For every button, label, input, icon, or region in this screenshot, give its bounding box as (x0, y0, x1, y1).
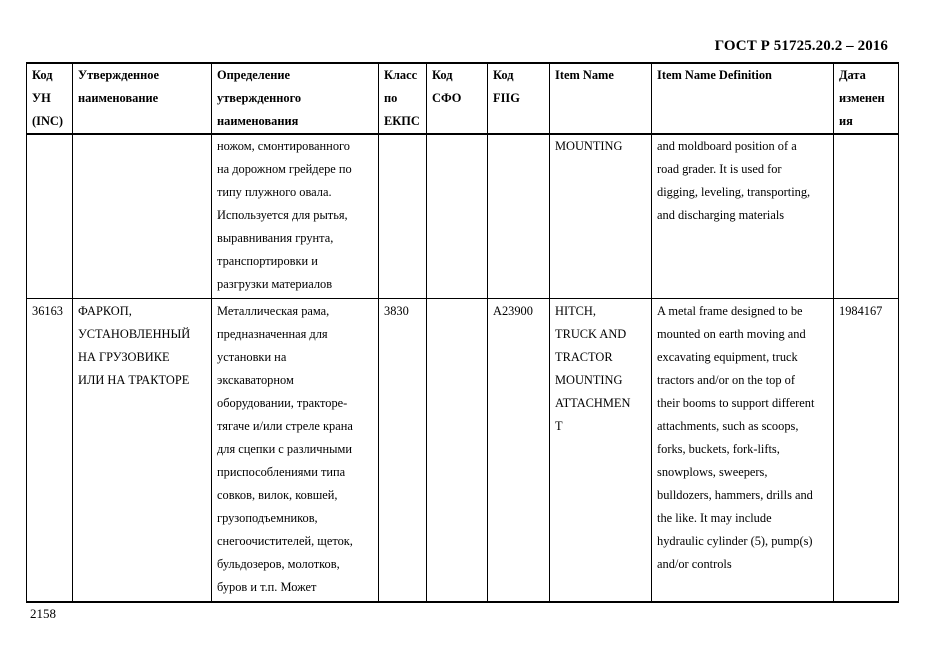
header-line: Код (32, 68, 53, 82)
cell-line: and discharging materials (657, 208, 785, 222)
cell-fiig-code (488, 299, 550, 603)
column-header-fiig-code (488, 63, 550, 134)
cell-definition (212, 299, 379, 603)
header-line: Дата (839, 68, 866, 82)
table-row (27, 299, 899, 603)
cell-definition (212, 134, 379, 299)
page-number: 2158 (30, 606, 56, 621)
header-line: ЕКПС (384, 114, 420, 128)
cell-line: hydraulic cylinder (5), pump(s) (657, 534, 813, 548)
cell-line: ФАРКОП, (78, 304, 132, 318)
cell-line: MOUNTING (555, 373, 623, 387)
cell-line: совков, вилок, ковшей, (217, 488, 338, 502)
cell-change-date (834, 134, 899, 299)
cell-item-name-definition (652, 134, 834, 299)
cell-line: Используется для рытья, (217, 208, 348, 222)
cell-line: digging, leveling, transporting, (657, 185, 811, 199)
header-line: Item Name (555, 68, 614, 82)
cell-line: ножом, смонтированного (217, 139, 350, 153)
cell-ekps-class (379, 134, 427, 299)
header-line: FIIG (493, 91, 520, 105)
cell-line: транспортировки и (217, 254, 318, 268)
header-line: Класс (384, 68, 418, 82)
header-row (27, 63, 899, 134)
cell-line: на дорожном грейдере по (217, 162, 352, 176)
cell-line: буров и т.п. Может (217, 580, 317, 594)
cell-line: выравнивания грунта, (217, 231, 334, 245)
header-line: СФО (432, 91, 462, 105)
header-line: наименования (217, 114, 299, 128)
cell-line: для сцепки с различными (217, 442, 352, 456)
cell-line: УСТАНОВЛЕННЫЙ (78, 327, 191, 341)
header-line: Код (432, 68, 453, 82)
cell-inc-code (27, 134, 73, 299)
cell-approved-name (73, 299, 212, 603)
cell-line: установки на (217, 350, 287, 364)
cell-change-date (834, 299, 899, 603)
column-header-definition (212, 63, 379, 134)
cell-line: HITCH, (555, 304, 596, 318)
header-line: Код (493, 68, 514, 82)
header-line: наименование (78, 91, 159, 105)
cell-line: приспособлениями типа (217, 465, 346, 479)
cell-line: ИЛИ НА ТРАКТОРЕ (78, 373, 190, 387)
cell-line: their booms to support different (657, 396, 815, 410)
header-line: утвержденного (217, 91, 302, 105)
cell-line: предназначенная для (217, 327, 328, 341)
cell-line: снегоочистителей, щеток, (217, 534, 353, 548)
cell-line: A23900 (493, 304, 533, 318)
column-header-sfo-code (427, 63, 488, 134)
header-line: по (384, 91, 398, 105)
column-header-approved-name (73, 63, 212, 134)
document-id: ГОСТ Р 51725.20.2 – 2016 (714, 38, 888, 54)
cell-line: типу плужного овала. (217, 185, 332, 199)
cell-sfo-code (427, 134, 488, 299)
cell-line: 3830 (384, 304, 409, 318)
cell-line: 1984167 (839, 304, 883, 318)
cell-line: bulldozers, hammers, drills and (657, 488, 813, 502)
column-header-ekps-class (379, 63, 427, 134)
cell-line: TRACTOR (555, 350, 613, 364)
cell-line: грузоподъемников, (217, 511, 318, 525)
header-line: УН (32, 91, 51, 105)
cell-line: excavating equipment, truck (657, 350, 798, 364)
cell-line: road grader. It is used for (657, 162, 782, 176)
column-header-change-date (834, 63, 899, 134)
cell-line: 36163 (32, 304, 63, 318)
cell-line: snowplows, sweepers, (657, 465, 768, 479)
cell-line: forks, buckets, fork-lifts, (657, 442, 780, 456)
cell-line: оборудовании, тракторе- (217, 396, 348, 410)
catalog-table (26, 62, 899, 603)
cell-inc-code (27, 299, 73, 603)
cell-item-name (550, 299, 652, 603)
cell-item-name (550, 134, 652, 299)
cell-line: разгрузки материалов (217, 277, 333, 291)
cell-line: T (555, 419, 563, 433)
cell-line: tractors and/or on the top of (657, 373, 795, 387)
header-line: Определение (217, 68, 291, 82)
header-line: Утвержденное (78, 68, 159, 82)
cell-line: the like. It may include (657, 511, 772, 525)
cell-line: тягаче и/или стреле крана (217, 419, 353, 433)
cell-line: attachments, such as scoops, (657, 419, 799, 433)
column-header-item-name (550, 63, 652, 134)
header-line: (INC) (32, 114, 63, 128)
cell-line: экскаваторном (217, 373, 294, 387)
cell-line: бульдозеров, молотков, (217, 557, 340, 571)
cell-ekps-class (379, 299, 427, 603)
cell-line: and moldboard position of a (657, 139, 797, 153)
column-header-inc-code (27, 63, 73, 134)
cell-line: A metal frame designed to be (657, 304, 803, 318)
cell-line: НА ГРУЗОВИКЕ (78, 350, 170, 364)
header-line: ия (839, 114, 853, 128)
cell-approved-name (73, 134, 212, 299)
cell-line: MOUNTING (555, 139, 623, 153)
cell-fiig-code (488, 134, 550, 299)
cell-line: Металлическая рама, (217, 304, 330, 318)
cell-line: TRUCK AND (555, 327, 627, 341)
column-header-item-name-definition (652, 63, 834, 134)
cell-line: mounted on earth moving and (657, 327, 806, 341)
cell-line: ATTACHMEN (555, 396, 631, 410)
table-row (27, 134, 899, 299)
header-line: Item Name Definition (657, 68, 772, 82)
cell-sfo-code (427, 299, 488, 603)
cell-item-name-definition (652, 299, 834, 603)
cell-line: and/or controls (657, 557, 732, 571)
header-line: изменен (839, 91, 885, 105)
